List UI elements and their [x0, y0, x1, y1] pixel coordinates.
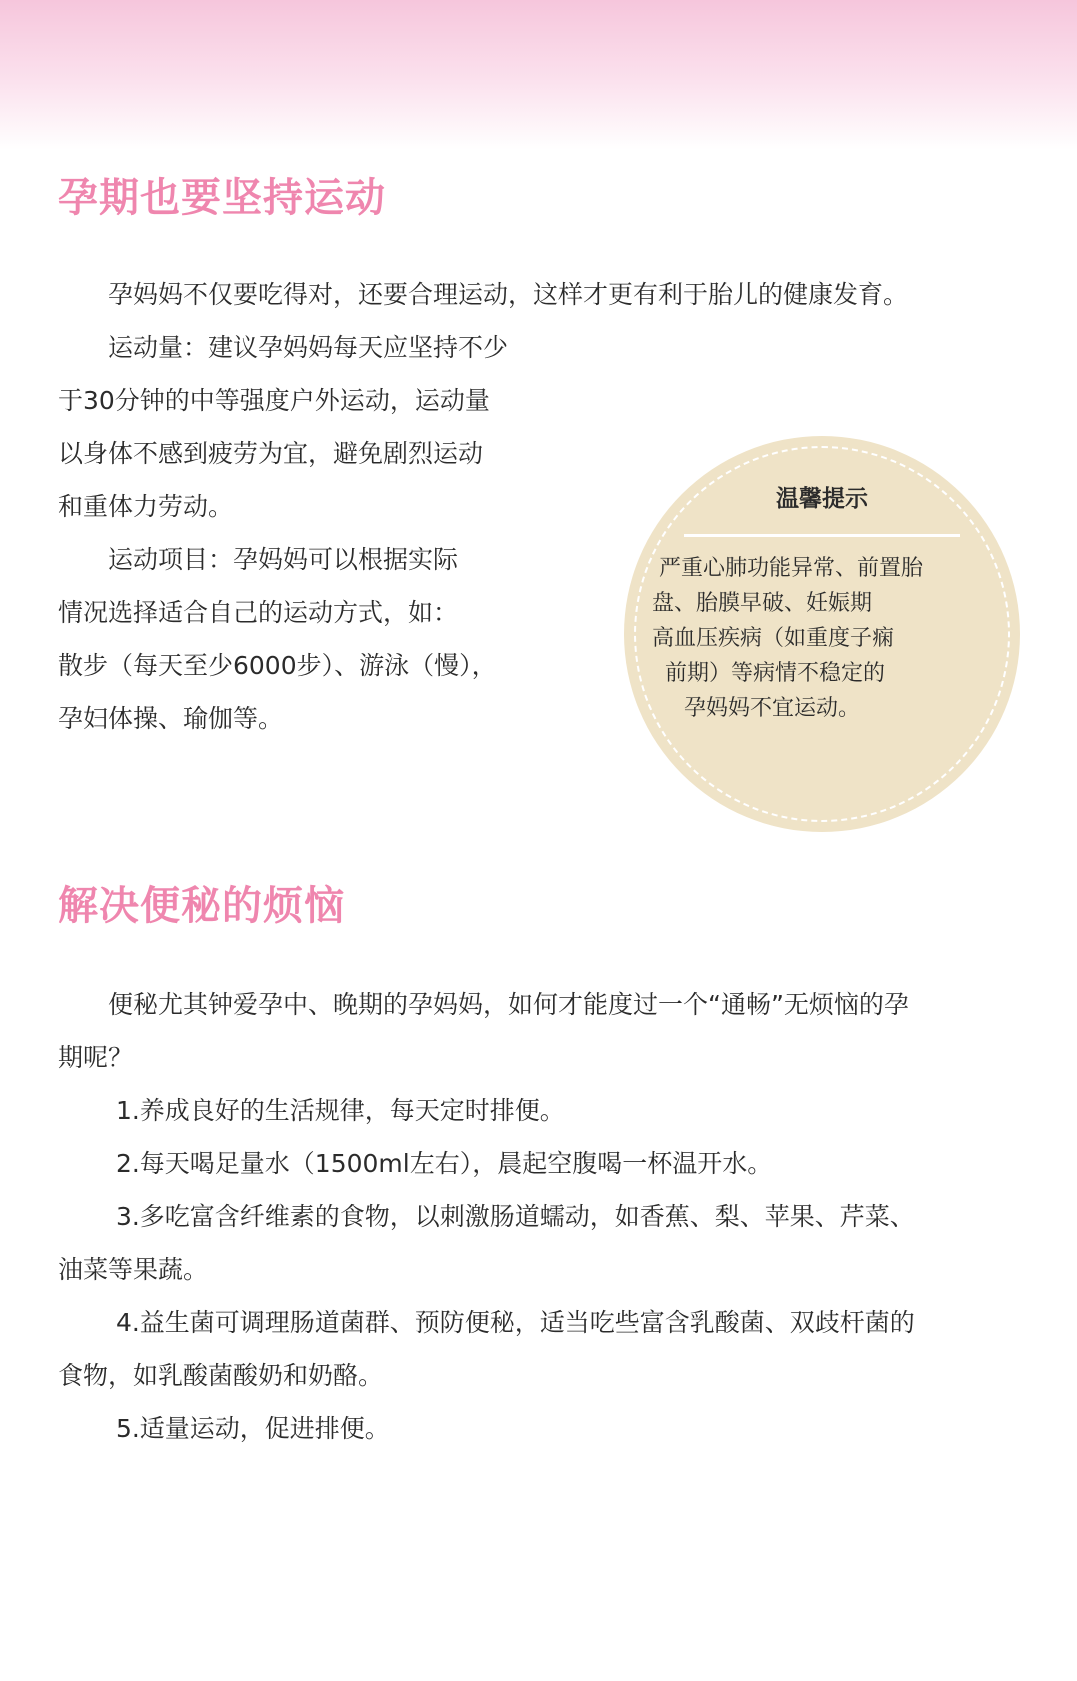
tip-line: 盘、胎膜早破、妊娠期 — [652, 591, 873, 616]
header-gradient-band — [0, 0, 1077, 150]
text-line: 于30分钟的中等强度户外运动，运动量 — [58, 386, 490, 415]
tip-title: 温馨提示 — [776, 486, 868, 512]
tip-line: 前期）等病情不稳定的 — [665, 661, 886, 686]
section-title-exercise: 孕期也要坚持运动 — [58, 175, 386, 221]
tip-line: 高血压疾病（如重度子痫 — [652, 626, 895, 651]
text-line: 以身体不感到疲劳为宜，避免剧烈运动 — [58, 439, 484, 468]
text-line: 食物，如乳酸菌酸奶和奶酪。 — [58, 1361, 384, 1390]
tip-line: 孕妈妈不宜运动。 — [684, 696, 861, 721]
text-line: 孕妈妈不仅要吃得对，还要合理运动，这样才更有利于胎儿的健康发育。 — [58, 280, 909, 309]
constipation-paragraph — [58, 978, 915, 1455]
text-line: 运动项目：孕妈妈可以根据实际 — [58, 545, 459, 574]
list-item: 2.每天喝足量水（1500ml左右），晨起空腹喝一杯温开水。 — [58, 1149, 773, 1178]
text-line: 情况选择适合自己的运动方式，如： — [58, 598, 459, 627]
text-line: 散步（每天至少6000步）、游泳（慢）， — [58, 651, 497, 680]
warm-tip-callout — [624, 436, 1020, 832]
tip-line: 严重心肺功能异常、前置胎 — [659, 556, 924, 581]
section-title-constipation: 解决便秘的烦恼 — [58, 883, 345, 929]
text-line: 期呢？ — [58, 1043, 134, 1072]
list-item: 1.养成良好的生活规律，每天定时排便。 — [58, 1096, 565, 1125]
list-item: 3.多吃富含纤维素的食物，以刺激肠道蠕动，如香蕉、梨、苹果、芹菜、 — [58, 1202, 915, 1231]
text-line: 和重体力劳动。 — [58, 492, 234, 521]
list-item: 5.适量运动，促进排便。 — [58, 1414, 390, 1443]
text-line: 孕妇体操、瑜伽等。 — [58, 704, 284, 733]
text-line: 便秘尤其钟爱孕中、晚期的孕妈妈，如何才能度过一个“通畅”无烦恼的孕 — [58, 990, 909, 1019]
text-line: 运动量：建议孕妈妈每天应坚持不少 — [58, 333, 509, 362]
list-item: 4.益生菌可调理肠道菌群、预防便秘，适当吃些富含乳酸菌、双歧杆菌的 — [58, 1308, 915, 1337]
tip-divider — [684, 534, 960, 537]
text-line: 油菜等果蔬。 — [58, 1255, 209, 1284]
